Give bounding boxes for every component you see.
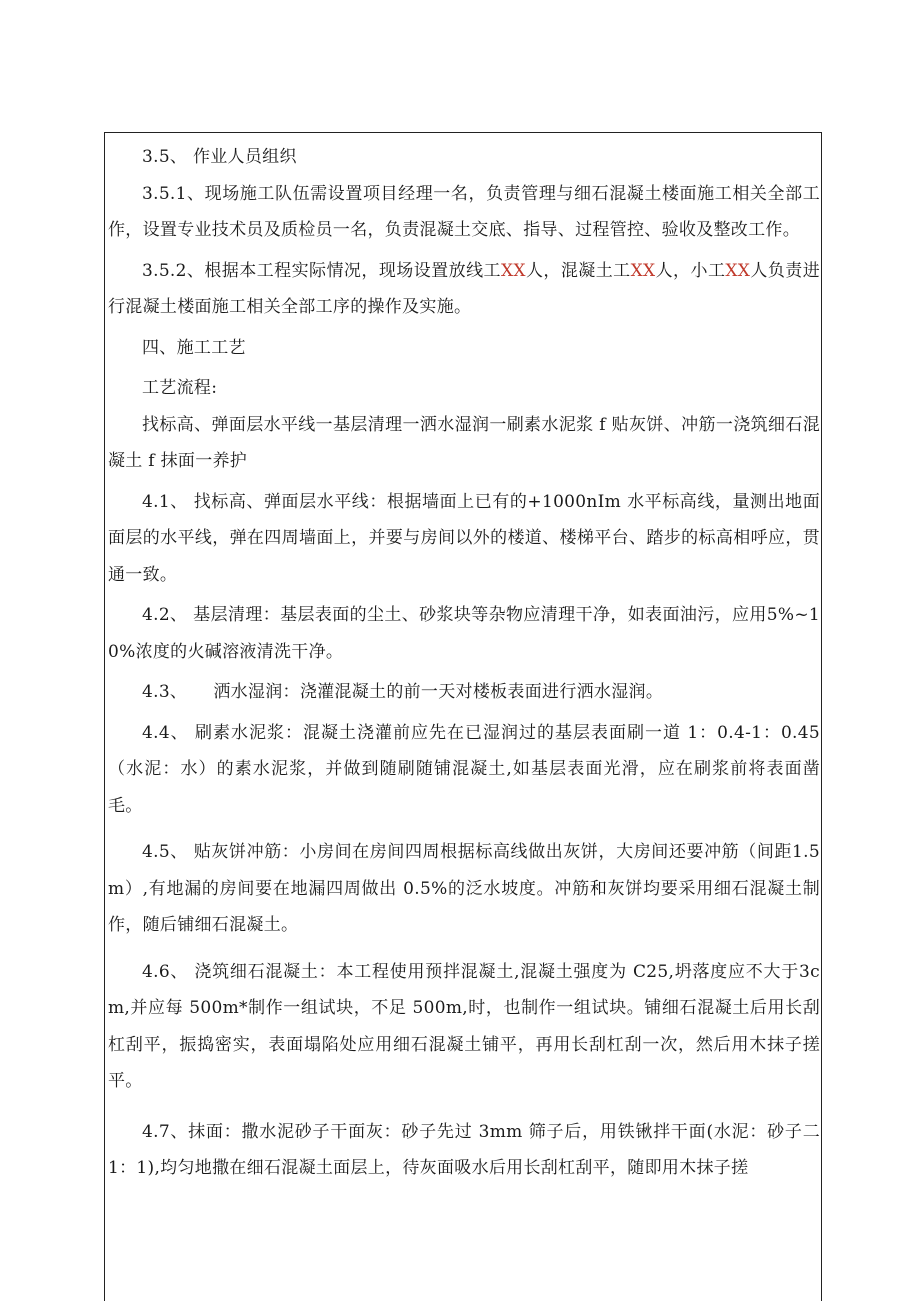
placeholder-xx: XX bbox=[725, 260, 751, 281]
process-flow-text: 找标高、弹面层水平线一基层清理一洒水湿润一刷素水泥浆 f 贴灰饼、冲筋一浇筑细石混凝土 f 抹面一养护 bbox=[108, 414, 820, 471]
section-4-7: 4.7、抹面：撒水泥砂子干面灰：砂子先过 3mm 筛子后，用铁锹拌干面(水泥：砂子二 1：1),均匀地撒在细石混凝土面层上，待灰面吸水后用长刮杠刮平，随即用木抹子搓 bbox=[108, 1121, 820, 1178]
section-4-2: 4.2、 基层清理：基层表面的尘土、砂浆块等杂物应清理干净，如表面油污，应用5%~10%浓度的火碱溶液清洗干净。 bbox=[108, 605, 820, 662]
section-4-4: 4.4、 刷素水泥浆：混凝土浇灌前应先在已湿润过的基层表面刷一道 1：0.4-1：0.45（水泥：水）的素水泥浆，并做到随刷随铺混凝土,如基层表面光滑，应在刷浆前将表面凿毛。 bbox=[108, 722, 820, 816]
placeholder-xx: XX bbox=[500, 260, 526, 281]
section-3-5-1: 3.5.1、现场施工队伍需设置项目经理一名，负责管理与细石混凝土楼面施工相关全部工作，设置专业技术员及质检员一名，负责混凝土交底、指导、过程管控、验收及整改工作。 bbox=[108, 183, 820, 240]
section-4-5: 4.5、 贴灰饼冲筋：小房间在房间四周根据标高线做出灰饼，大房间还要冲筋（间距1.5m）,有地漏的房间要在地漏四周做出 0.5%的泛水坡度。冲筋和灰饼均要采用细石混凝土制作，随后铺细石混凝土。 bbox=[108, 842, 820, 935]
section-3-5-2: 3.5.2、根据本工程实际情况，现场设置放线工XX人，混凝土工XX人，小工XX人负责进行混凝土楼面施工相关全部工序的操作及实施。 bbox=[108, 260, 821, 317]
process-flow-title: 工艺流程: bbox=[142, 378, 218, 398]
document-body bbox=[108, 139, 820, 1187]
section-3-5-title: 3.5、 作业人员组织 bbox=[142, 147, 297, 167]
section-4-3: 4.3、 洒水湿润：浇灌混凝土的前一天对楼板表面进行洒水湿润。 bbox=[142, 682, 664, 702]
section-4-1: 4.1、 找标高、弹面层水平线：根据墙面上已有的+1000nIm 水平标高线，量测出地面面层的水平线，弹在四周墙面上，并要与房间以外的楼道、楼梯平台、踏步的标高相呼应，贯通一致。 bbox=[108, 491, 820, 585]
section-4-title: 四、施工工艺 bbox=[142, 337, 246, 358]
placeholder-xx: XX bbox=[630, 260, 656, 281]
section-4-6: 4.6、 浇筑细石混凝土：本工程使用预拌混凝土,混凝土强度为 C25,坍落度应不大于3cm,并应每 500m*制作一组试块，不足 500m,时，也制作一组试块。铺细石混凝土后用长刮杠刮平，振捣密实，表面塌陷处应用细石混凝土铺平，再用长刮杠刮一次，然后用木抹子搓平。 bbox=[108, 961, 820, 1091]
